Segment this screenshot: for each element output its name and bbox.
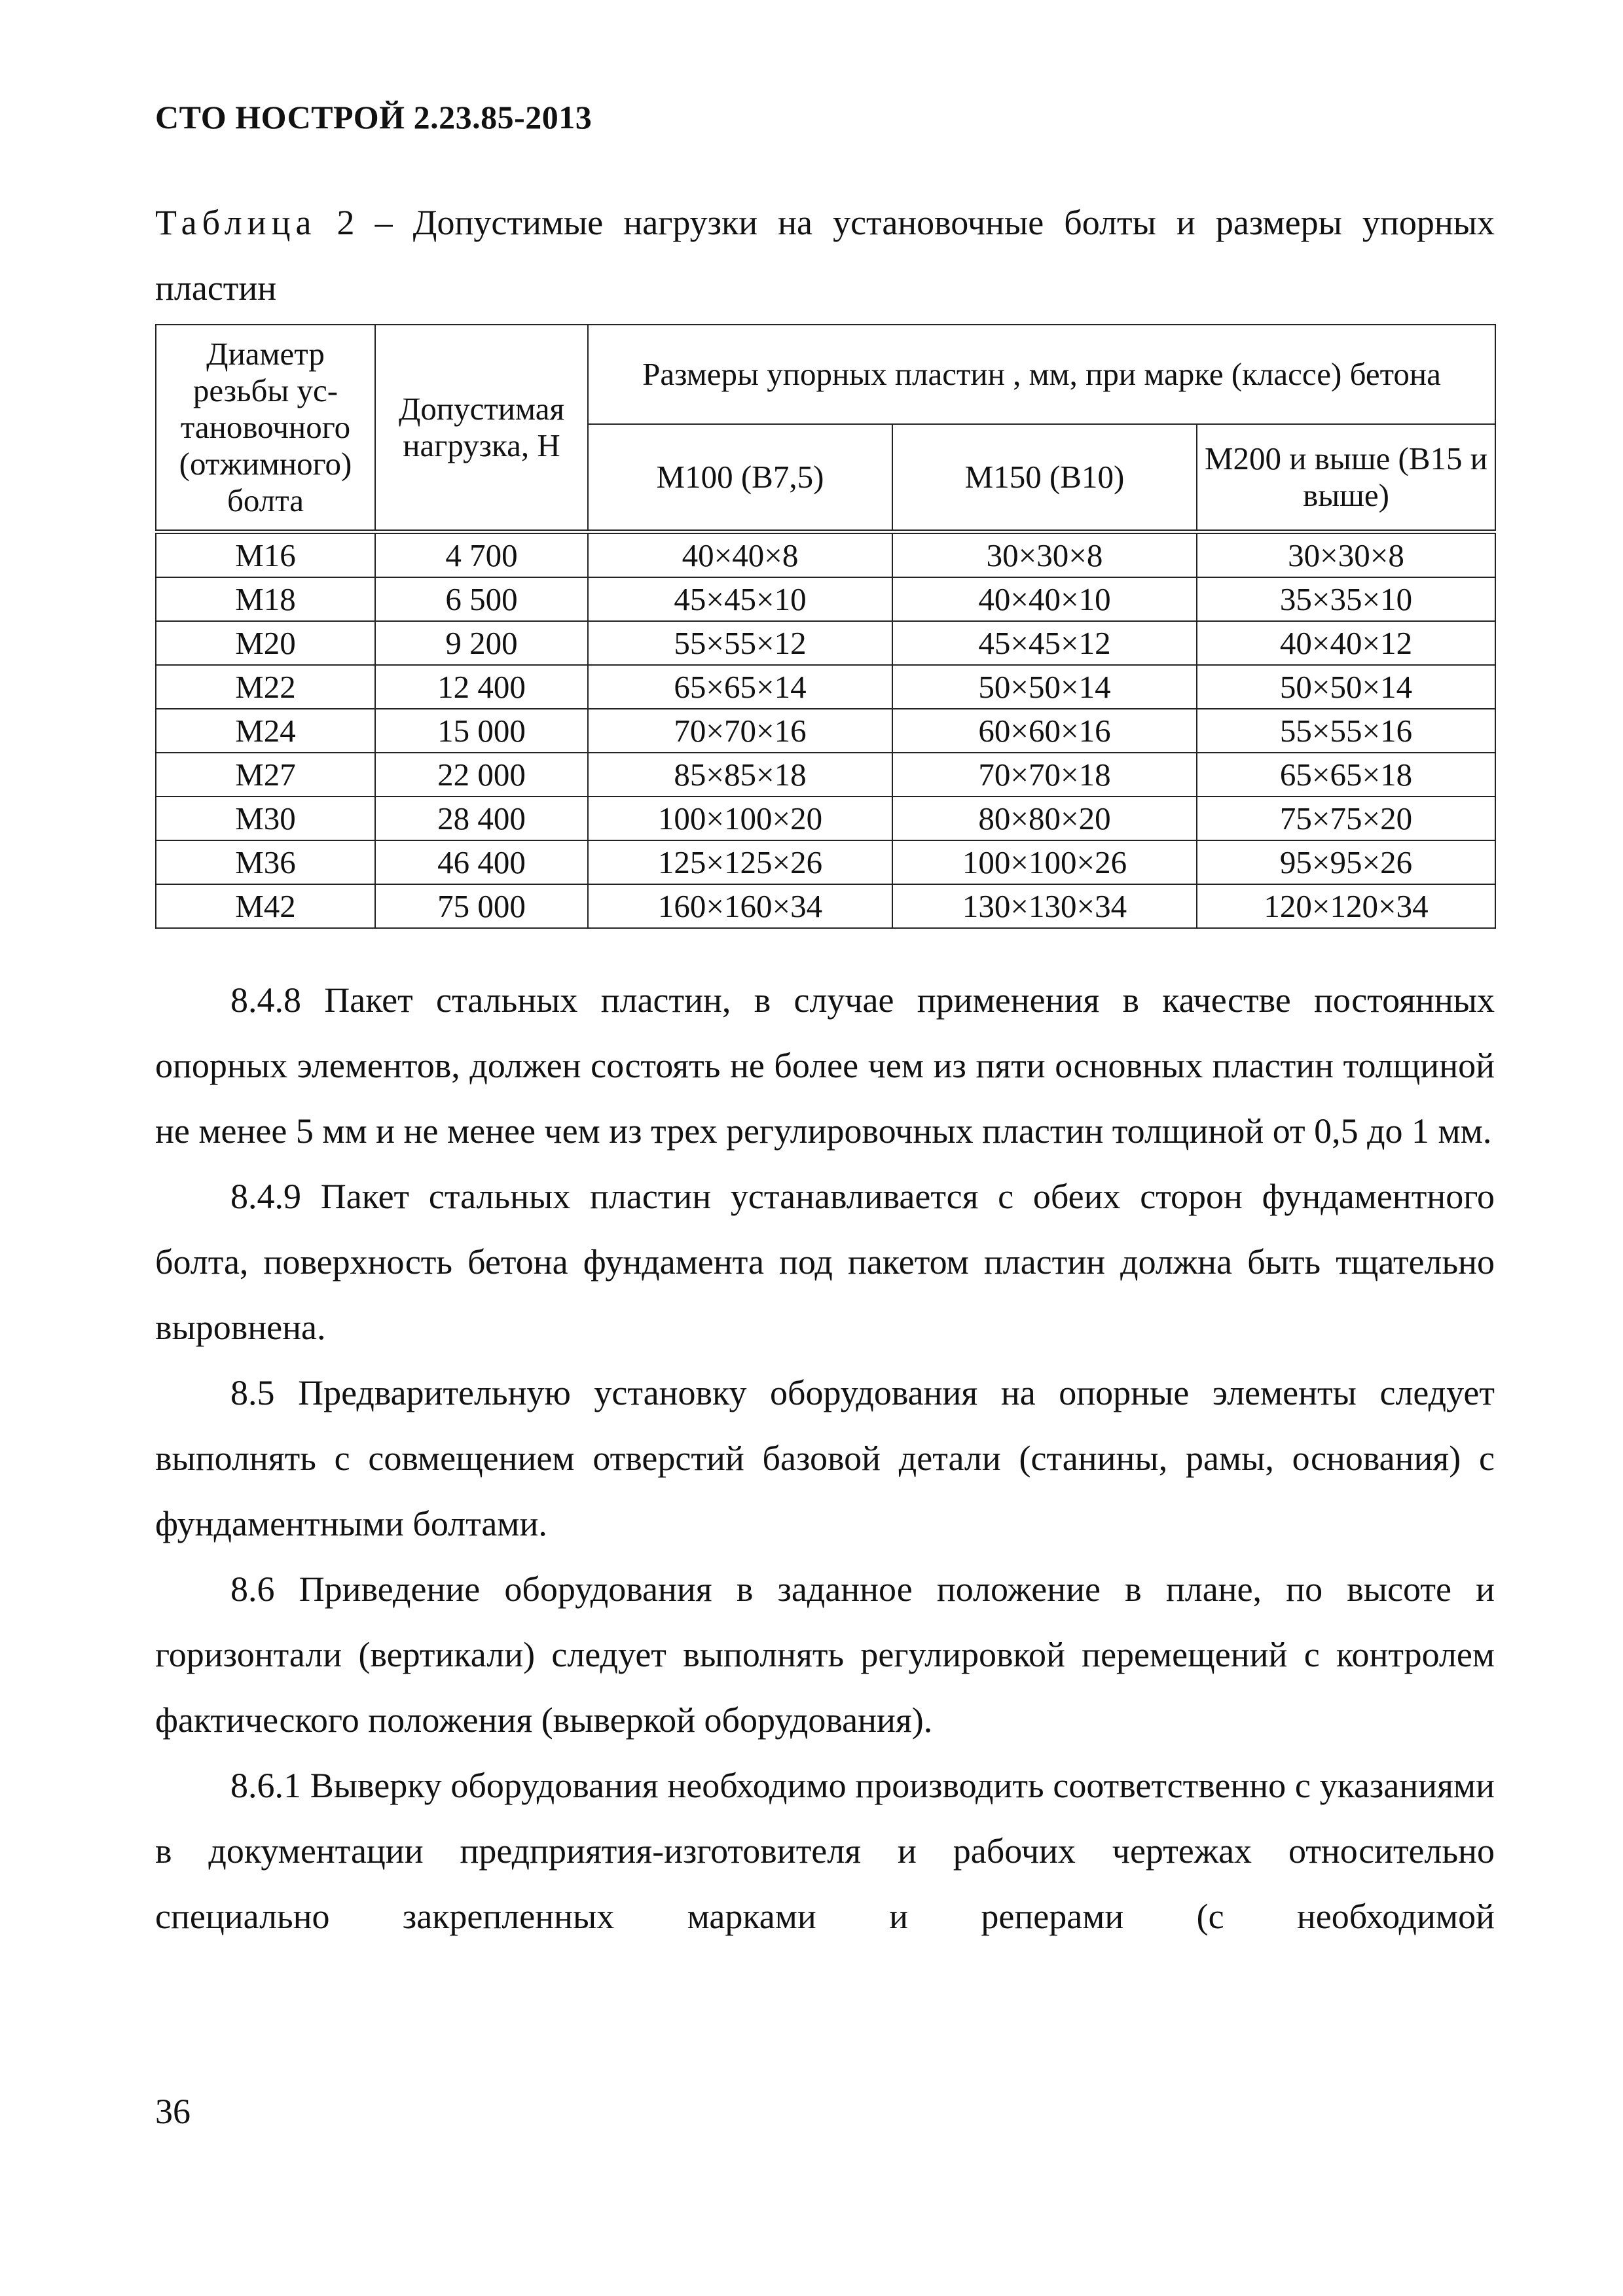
table-row <box>156 621 1495 665</box>
col-header-m150: М150 (В10) <box>892 424 1197 532</box>
table-cell: 55×55×16 <box>1197 709 1495 753</box>
col-header-m200: М200 и выше (В15 и выше) <box>1197 424 1495 532</box>
table-cell: М16 <box>156 532 375 578</box>
table-cell: 6 500 <box>375 577 588 621</box>
table-cell: 100×100×20 <box>588 797 892 840</box>
table-cell: М36 <box>156 840 375 884</box>
body-text <box>155 967 1495 1949</box>
table-row <box>156 532 1495 578</box>
table-cell: 40×40×12 <box>1197 621 1495 665</box>
paragraph: 8.6 Приведение оборудования в заданное положение в плане, по высоте и горизонтали (вертикали) следует выполнять регулировкой перемещений с контролем фактического положения (выверкой оборудования). <box>155 1570 1495 1740</box>
table-caption <box>155 190 1495 321</box>
table-cell: М22 <box>156 665 375 709</box>
table-caption-text: 2 – Допустимые нагрузки на установочные болты и размеры упорных пластин <box>155 203 1495 308</box>
table-cell: 70×70×18 <box>892 753 1197 797</box>
table-cell: 100×100×26 <box>892 840 1197 884</box>
table-cell: М18 <box>156 577 375 621</box>
paragraph: 8.5 Предварительную установку оборудования на опорные элементы следует выполнять с совмещением отверстий базовой детали (станины, рамы, основания) с фундаментными болтами. <box>155 1373 1495 1543</box>
table-cell: 4 700 <box>375 532 588 578</box>
paragraph: 8.6.1 Выверку оборудования необходимо производить соответственно с указаниями в документации предприятия-изготовителя и рабочих чертежах относительно специально закрепленных марками и реперами (с необходимой <box>155 1766 1495 1936</box>
table-cell: 46 400 <box>375 840 588 884</box>
table-cell: М30 <box>156 797 375 840</box>
table-cell: 160×160×34 <box>588 884 892 928</box>
col-header-load: Допустимая нагрузка, Н <box>375 325 588 532</box>
table-cell: 80×80×20 <box>892 797 1197 840</box>
table-cell: 22 000 <box>375 753 588 797</box>
table-row <box>156 665 1495 709</box>
table-cell: 125×125×26 <box>588 840 892 884</box>
table-caption-label: Таблица <box>155 203 317 242</box>
table-row <box>156 840 1495 884</box>
table-cell: 85×85×18 <box>588 753 892 797</box>
table-row <box>156 753 1495 797</box>
table-cell: 70×70×16 <box>588 709 892 753</box>
table-cell: 45×45×12 <box>892 621 1197 665</box>
table-row <box>156 709 1495 753</box>
col-header-diameter: Диаметр резьбы ус-тановочного (отжимного) болта <box>156 325 375 532</box>
table-row <box>156 577 1495 621</box>
loads-table <box>155 324 1496 929</box>
table-row <box>156 884 1495 928</box>
page-number: 36 <box>155 2092 191 2131</box>
paragraph: 8.4.8 Пакет стальных пластин, в случае применения в качестве постоянных опорных элементов, должен состоять не более чем из пяти основных пластин толщиной не менее 5 мм и не менее чем из трех регулировочных пластин толщиной от 0,5 до 1 мм. <box>155 980 1495 1151</box>
table-cell: 28 400 <box>375 797 588 840</box>
table-cell: 65×65×14 <box>588 665 892 709</box>
table-cell: 60×60×16 <box>892 709 1197 753</box>
table-cell: 120×120×34 <box>1197 884 1495 928</box>
table-cell: 40×40×8 <box>588 532 892 578</box>
table-cell: 130×130×34 <box>892 884 1197 928</box>
table-cell: 40×40×10 <box>892 577 1197 621</box>
table-cell: 75 000 <box>375 884 588 928</box>
table-cell: 45×45×10 <box>588 577 892 621</box>
table-cell: 95×95×26 <box>1197 840 1495 884</box>
table-row <box>156 797 1495 840</box>
table-cell: 50×50×14 <box>892 665 1197 709</box>
table-cell: 12 400 <box>375 665 588 709</box>
table-cell: М27 <box>156 753 375 797</box>
table-cell: 65×65×18 <box>1197 753 1495 797</box>
table-cell: М42 <box>156 884 375 928</box>
table-cell: 30×30×8 <box>892 532 1197 578</box>
table-cell: 75×75×20 <box>1197 797 1495 840</box>
table-cell: 35×35×10 <box>1197 577 1495 621</box>
table-cell: 55×55×12 <box>588 621 892 665</box>
col-header-plate-sizes: Размеры упорных пластин , мм, при марке (классе) бетона <box>588 325 1495 424</box>
col-header-m100: М100 (В7,5) <box>588 424 892 532</box>
table-cell: 9 200 <box>375 621 588 665</box>
table-cell: М20 <box>156 621 375 665</box>
table-cell: М24 <box>156 709 375 753</box>
table-cell: 30×30×8 <box>1197 532 1495 578</box>
table-cell: 50×50×14 <box>1197 665 1495 709</box>
document-header: СТО НОСТРОЙ 2.23.85-2013 <box>155 99 593 135</box>
table-cell: 15 000 <box>375 709 588 753</box>
paragraph: 8.4.9 Пакет стальных пластин устанавливается с обеих сторон фундаментного болта, поверхность бетона фундамента под пакетом пластин должна быть тщательно выровнена. <box>155 1177 1495 1347</box>
